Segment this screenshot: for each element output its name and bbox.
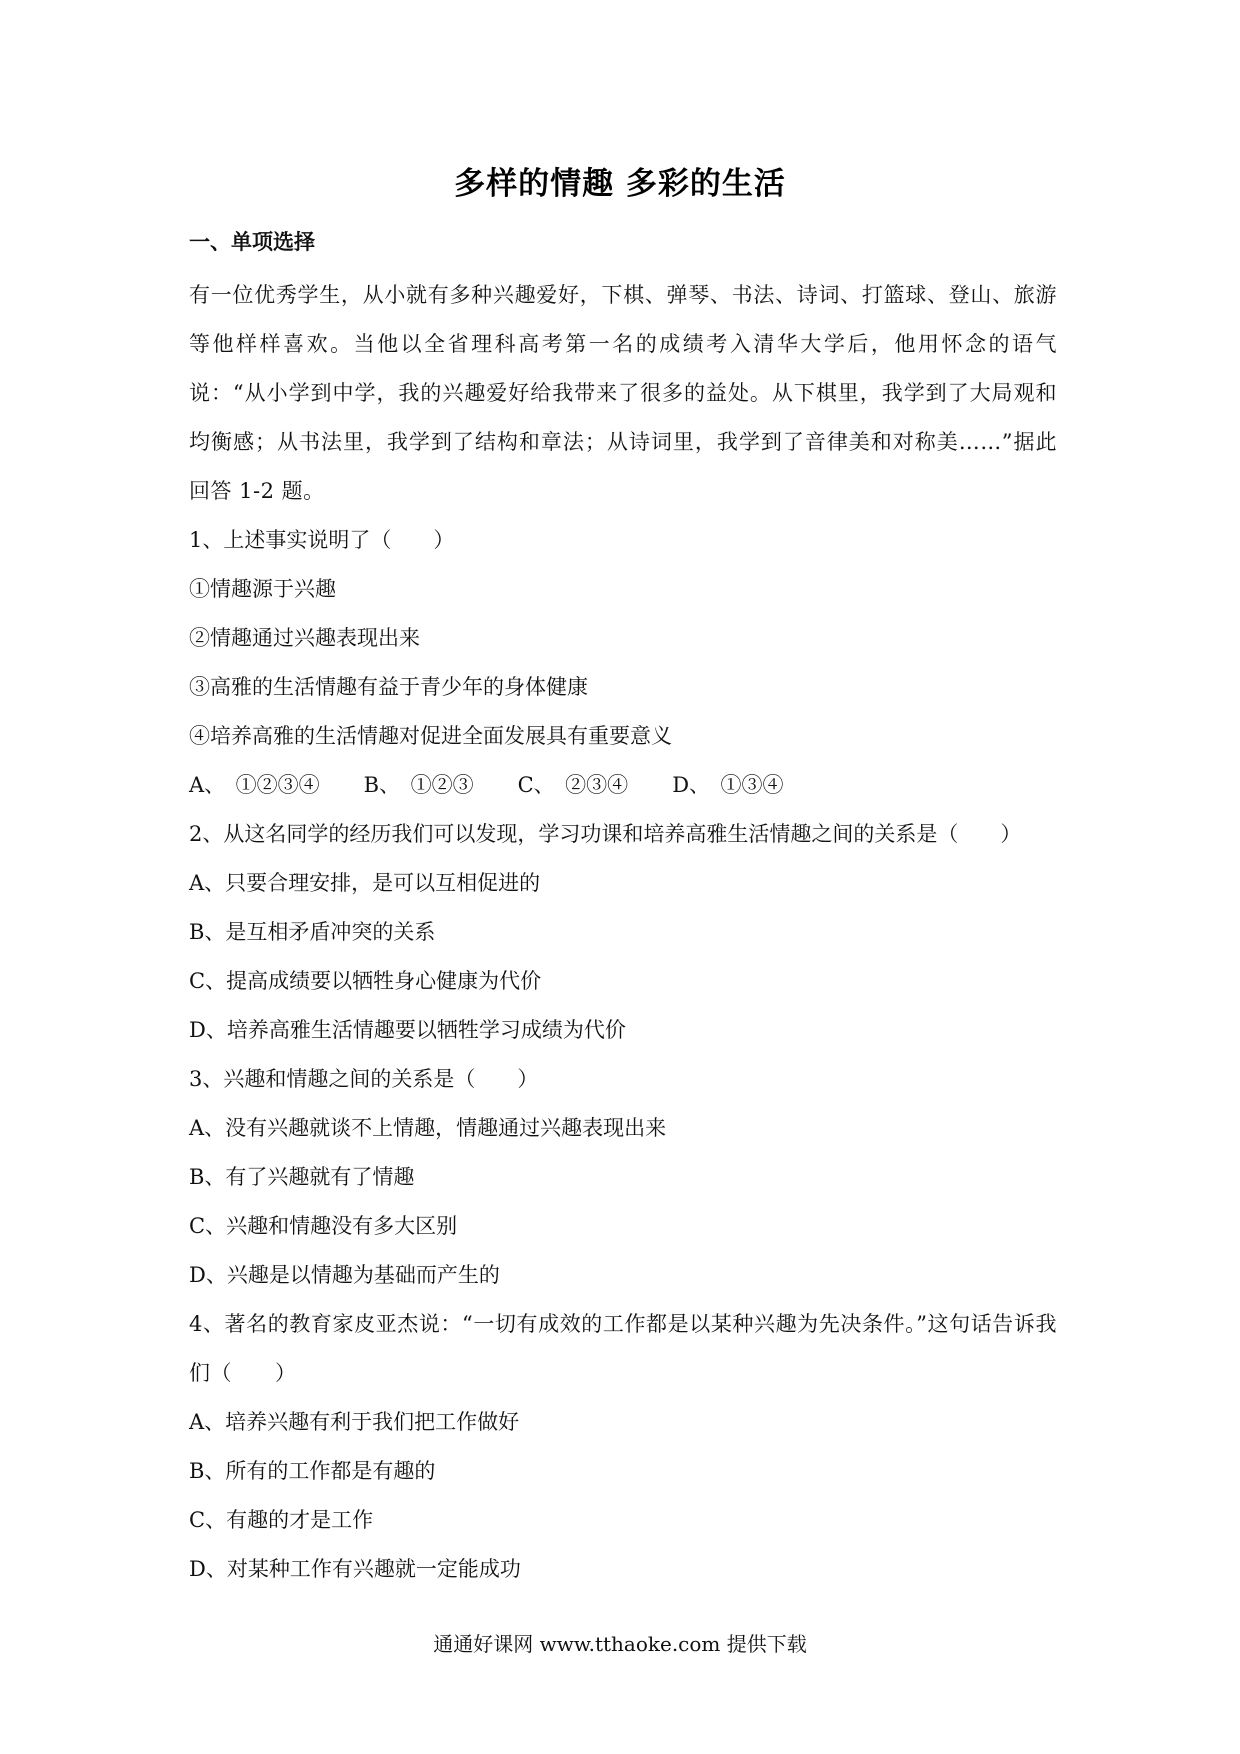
question-3-option-a: A、没有兴趣就谈不上情趣，情趣通过兴趣表现出来 bbox=[189, 1116, 667, 1140]
question-4-option-b: B、所有的工作都是有趣的 bbox=[189, 1459, 436, 1483]
question-1-choice-d: D、 ①③④ bbox=[672, 773, 784, 797]
question-3-option-d: D、兴趣是以情趣为基础而产生的 bbox=[189, 1263, 500, 1287]
page-footer: 通通好课网 www.tthaoke.com 提供下载 bbox=[433, 1632, 807, 1656]
intro-paragraph: 有一位优秀学生，从小就有多种兴趣爱好，下棋、弹琴、书法、诗词、打篮球、登山、旅游等他样样喜欢。当他以全省理科高考第一名的成绩考入清华大学后，他用怀念的语气说：“从小学到中学，我的兴趣爱好给我带来了很多的益处。从下棋里，我学到了大局观和均衡感；从书法里，我学到了结构和章法；从诗词里，我学到了音律美和对称美……”据此回答 1-2 题。 bbox=[189, 283, 1057, 503]
question-4-option-a: A、培养兴趣有利于我们把工作做好 bbox=[189, 1410, 520, 1434]
question-1-statement: ②情趣通过兴趣表现出来 bbox=[189, 626, 420, 650]
question-1-statement: ④培养高雅的生活情趣对促进全面发展具有重要意义 bbox=[189, 724, 672, 748]
question-3-option-b: B、有了兴趣就有了情趣 bbox=[189, 1165, 415, 1189]
question-2-option-b: B、是互相矛盾冲突的关系 bbox=[189, 920, 436, 944]
section-heading: 一、单项选择 bbox=[189, 230, 315, 254]
question-2-option-a: A、只要合理安排，是可以互相促进的 bbox=[189, 871, 541, 895]
question-1-choice-c: C、 ②③④ bbox=[517, 773, 629, 797]
question-1-choices bbox=[189, 761, 1057, 810]
question-1-choice-a: A、 ①②③④ bbox=[189, 773, 320, 797]
question-2-option-d: D、培养高雅生活情趣要以牺牲学习成绩为代价 bbox=[189, 1018, 626, 1042]
question-4-stem: 4、著名的教育家皮亚杰说：“一切有成效的工作都是以某种兴趣为先决条件。”这句话告诉我们（ ） bbox=[189, 1312, 1057, 1385]
question-4-option-c: C、有趣的才是工作 bbox=[189, 1508, 374, 1532]
question-2-stem: 2、从这名同学的经历我们可以发现，学习功课和培养高雅生活情趣之间的关系是（ ） bbox=[189, 822, 1022, 846]
page-title: 多样的情趣 多彩的生活 bbox=[454, 166, 786, 202]
question-2-option-c: C、提高成绩要以牺牲身心健康为代价 bbox=[189, 969, 542, 993]
question-4-option-d: D、对某种工作有兴趣就一定能成功 bbox=[189, 1557, 521, 1581]
question-1-statement: ③高雅的生活情趣有益于青少年的身体健康 bbox=[189, 675, 588, 699]
question-1-choice-b: B、 ①②③ bbox=[363, 773, 474, 797]
question-1-stem: 1、上述事实说明了（ ） bbox=[189, 528, 455, 552]
document-body bbox=[189, 222, 1057, 1594]
question-3-stem: 3、兴趣和情趣之间的关系是（ ） bbox=[189, 1067, 539, 1091]
question-1-statement: ①情趣源于兴趣 bbox=[189, 577, 336, 601]
question-3-option-c: C、兴趣和情趣没有多大区别 bbox=[189, 1214, 458, 1238]
